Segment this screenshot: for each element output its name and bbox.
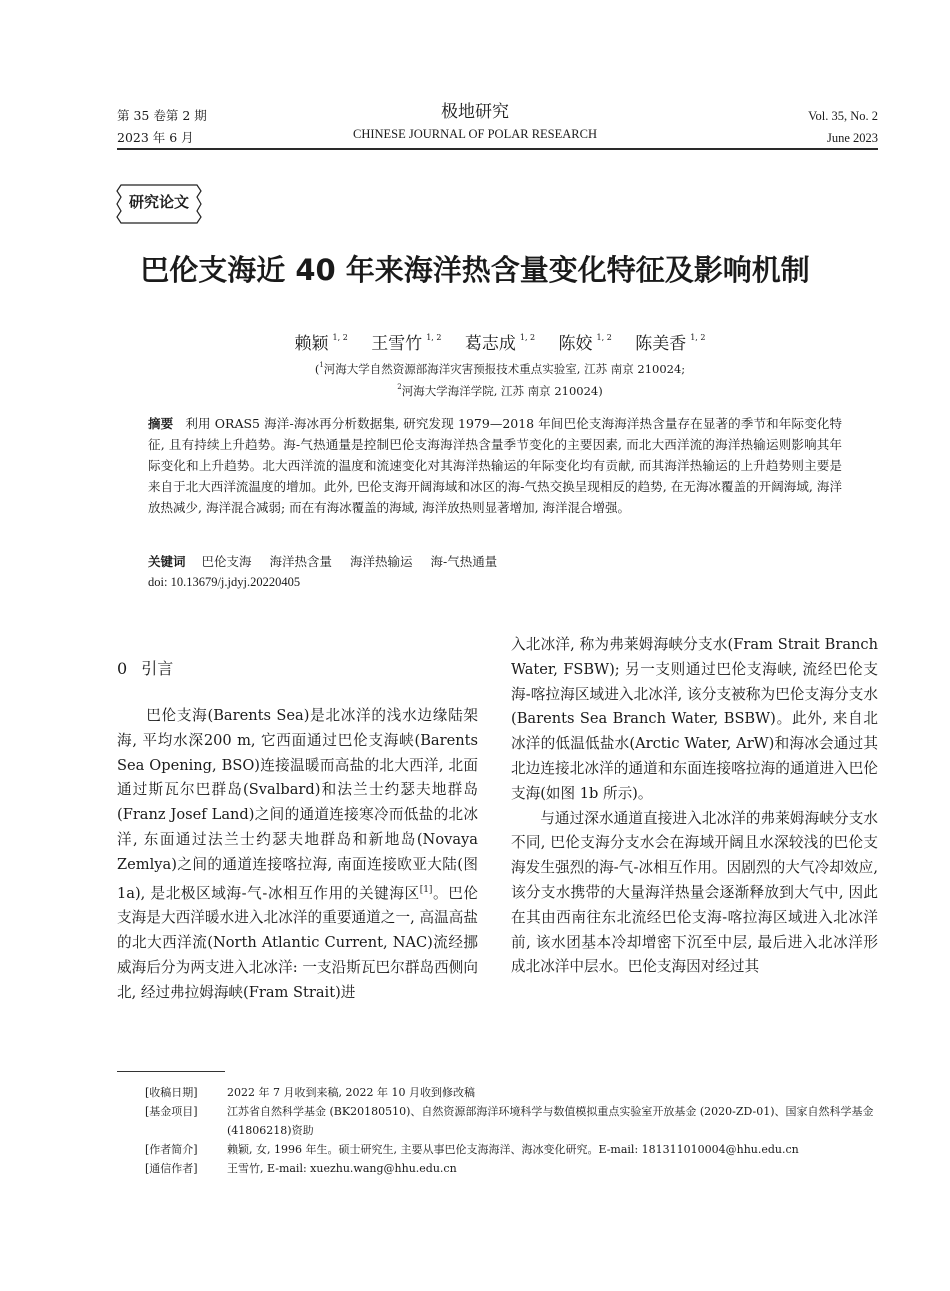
issue-label: 第 35 卷第 2 期	[117, 108, 207, 123]
body-column-right	[511, 633, 878, 980]
affiliation-1: ($^1$河海大学自然资源部海洋灾害预报技术重点实验室, 江苏 南京 210024;	[314, 361, 686, 376]
author: 陈姣 $^{1, 2}$	[558, 333, 612, 354]
keyword: 海洋热含量	[269, 554, 333, 569]
section-heading	[117, 657, 173, 681]
affiliation-2: $^2$河海大学海洋学院, 江苏 南京 210024)	[397, 383, 603, 398]
journal-name-cn: 极地研究	[441, 102, 509, 122]
footnote-item: [基金项目] 江苏省自然科学基金 (BK20180510)、自然资源部海洋环境科学与数值模拟重点实验室开放基金 (2020-ZD-01)、国家自然科学基金(41806218)资助	[145, 1105, 874, 1137]
keyword: 海洋热输运	[350, 554, 413, 569]
abstract-text: 利用 ORAS5 海洋-海冰再分析数据集, 研究发现 1979—2018 年间巴伦支海海洋热含量存在显著的季节和年际变化特征, 且有持续上升趋势。海-气热通量是控制巴伦支海海洋热含量季节变化的主要因素, 而北大西洋流的海洋热输运则影响其年际变化和上升趋势。北大西洋流的温度和流速变化对其海洋热输运的年际变化均有贡献, 而其海洋热输运的上升趋势则主要是来自于北大西洋流温度的增加。此外, 巴伦支海开阔海域和冰区的海-气热交换呈现相反的趋势, 在无海冰覆盖的开阔海域, 海洋放热减少, 海洋混合减弱; 而在有海冰覆盖的海域, 海洋放热则显著增加, 海洋混合增强。	[148, 416, 842, 515]
author-list	[150, 323, 850, 359]
issue-date: 2023 年 6 月	[117, 130, 194, 145]
header-left	[117, 105, 207, 149]
author: 赖颖 $^{1, 2}$	[294, 333, 348, 354]
section-number: 0	[117, 659, 128, 678]
body-column-left	[117, 704, 478, 1006]
section-title: 引言	[141, 659, 174, 678]
affiliations	[150, 356, 850, 400]
body-paragraph: 与通过深水通道直接进入北冰洋的弗莱姆海峡分支水不同, 巴伦支海分支水会在海域开阔且水深较浅的巴伦支海发生强烈的海-气-冰相互作用。因剧烈的大气冷却效应, 该分支水携带的大量海洋热量会逐渐释放到大气中, 因此在其由西南往东北流经巴伦支海-喀拉海区域进入北冰洋前, 该水团基本冷却增密下沉至中层, 最后进入北冰洋形成北冰洋中层水。巴伦支海因对经过其	[511, 809, 878, 976]
footnote-item: [作者简介] 赖颖, 女, 1996 年生。硕士研究生, 主要从事巴伦支海海洋、海冰变化研究。E-mail: 181311010004@hhu.edu.cn	[145, 1143, 799, 1156]
footnote-item: [收稿日期] 2022 年 7 月收到来稿, 2022 年 10 月收到修改稿	[145, 1086, 475, 1099]
body-paragraph: 入北冰洋, 称为弗莱姆海峡分支水(Fram Strait Branch Water, FSBW); 另一支则通过巴伦支海峡, 流经巴伦支海-喀拉海区域进入北冰洋, 该分支被称为巴伦支海分支水(Barents Sea Branch Water, BSBW)。此外, 来自北冰洋的低温低盐水(Arctic Water, ArW)和海冰会通过其北边连接北冰洋的通道和东面连接喀拉海的通道进入巴伦支海(如图 1b 所示)。	[511, 636, 878, 802]
header-center	[300, 100, 650, 144]
paper-title: 巴伦支海近 40 年来海洋热含量变化特征及影响机制	[140, 253, 810, 287]
doi: doi: 10.13679/j.jdyj.20220405	[148, 575, 301, 589]
author: 王雪竹 $^{1, 2}$	[371, 333, 442, 354]
footnote-item: [通信作者] 王雪竹, E-mail: xuezhu.wang@hhu.edu.cn	[145, 1162, 457, 1175]
header-right	[808, 105, 878, 149]
column-tag-label: 研究论文	[128, 193, 189, 211]
keywords	[148, 551, 511, 572]
column-tag	[115, 183, 203, 225]
keywords-label: 关键词	[148, 554, 186, 569]
keyword: 海-气热通量	[430, 554, 498, 569]
citation-ref: [1]	[419, 884, 433, 895]
body-paragraph: 巴伦支海(Barents Sea)是北冰洋的浅水边缘陆架海, 平均水深200 m, 它西面通过巴伦支海峡(Barents Sea Opening, BSO)连接温暖而高盐的北大西洋, 北面通过斯瓦尔巴群岛(Svalbard)和法兰士约瑟夫地群岛(Franz Josef Land)之间的通道连接寒冷而低盐的北冰洋, 东面通过法兰士约瑟夫地群岛和新地岛(Novaya Zemlya)之间的通道连接喀拉海, 南面连接欧亚大陆(图1a), 是北极区域海-气-冰相互作用的关键海区[1]。巴伦支海是大西洋暖水进入北冰洋的重要通道之一, 高温高盐的北大西洋流(North Atlantic Current, NAC)流经挪威海后分为两支进入北冰洋: 一支沿斯瓦巴尔群岛西侧向北, 经过弗拉姆海峡(Fram Strait)进	[117, 707, 478, 1001]
date-en: June 2023	[826, 131, 878, 145]
abstract-label: 摘要	[148, 416, 174, 431]
author: 陈美香 $^{1, 2}$	[635, 333, 706, 354]
header-divider	[117, 148, 878, 150]
footnote-divider	[117, 1071, 225, 1072]
keyword: 巴伦支海	[201, 554, 252, 569]
abstract	[148, 413, 842, 518]
footnotes	[145, 1083, 880, 1178]
author: 葛志成 $^{1, 2}$	[464, 333, 536, 354]
volume-en: Vol. 35, No. 2	[808, 109, 878, 123]
journal-name-en: CHINESE JOURNAL OF POLAR RESEARCH	[352, 127, 597, 141]
